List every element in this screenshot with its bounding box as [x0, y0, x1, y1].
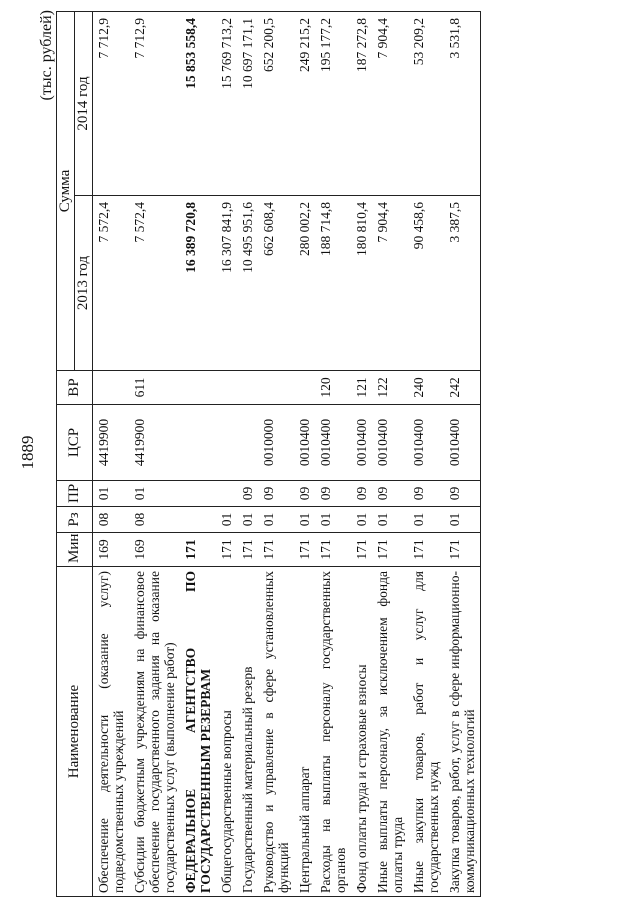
cell-pr: 09 [351, 481, 372, 507]
col-header-min: Мин [57, 533, 93, 567]
cell-rz: 01 [372, 507, 408, 533]
table-row [372, 11, 408, 896]
cell-vr: 122 [372, 371, 408, 405]
cell-min: 169 [93, 533, 130, 567]
cell-2013: 7 904,4 [372, 196, 408, 371]
unit-note: (тыс. рублей) [38, 10, 55, 101]
cell-rz: 01 [294, 507, 315, 533]
cell-2014: 7 712,9 [129, 11, 180, 195]
cell-2014: 53 209,2 [408, 11, 444, 195]
cell-name: Государственный материальный резерв [237, 567, 258, 897]
cell-pr: 09 [315, 481, 351, 507]
cell-2014: 7 904,4 [372, 11, 408, 195]
cell-2013: 16 389 720,8 [180, 196, 216, 371]
cell-rz: 01 [237, 507, 258, 533]
cell-name: Расходы на выплаты персоналу государственных органов [315, 567, 351, 897]
cell-csr: 0010400 [315, 405, 351, 481]
cell-vr: 242 [444, 371, 481, 405]
table-row [444, 11, 481, 896]
cell-vr [237, 371, 258, 405]
cell-min: 171 [315, 533, 351, 567]
cell-name: Субсидии бюджетным учреждениям на финансовое обеспечение государственного задания на оказание государственных услуг (выполнение работ) [129, 567, 180, 897]
cell-min: 171 [351, 533, 372, 567]
cell-pr [216, 481, 237, 507]
cell-name: Общегосударственные вопросы [216, 567, 237, 897]
cell-min: 171 [216, 533, 237, 567]
cell-pr [180, 481, 216, 507]
cell-vr [258, 371, 294, 405]
cell-vr [180, 371, 216, 405]
table-row [408, 11, 444, 896]
table-body [93, 11, 481, 896]
cell-rz: 08 [129, 507, 180, 533]
cell-name: Обеспечение деятельности (оказание услуг) подведомственных учреждений [93, 567, 130, 897]
col-header-csr: ЦСР [57, 405, 93, 481]
cell-name: Иные закупки товаров, работ и услуг для государственных нужд [408, 567, 444, 897]
cell-2014: 15 769 713,2 [216, 11, 237, 195]
col-header-2013: 2013 год [75, 196, 93, 371]
cell-pr: 09 [237, 481, 258, 507]
cell-min: 171 [444, 533, 481, 567]
table-row [180, 11, 216, 896]
cell-vr [93, 371, 130, 405]
cell-pr: 09 [258, 481, 294, 507]
cell-pr: 01 [93, 481, 130, 507]
cell-2014: 187 272,8 [351, 11, 372, 195]
header-row [57, 11, 75, 896]
cell-2013: 90 458,6 [408, 196, 444, 371]
cell-csr: 4419900 [93, 405, 130, 481]
cell-csr: 0010400 [294, 405, 315, 481]
cell-2013: 280 002,2 [294, 196, 315, 371]
cell-2014: 195 177,2 [315, 11, 351, 195]
cell-rz: 01 [315, 507, 351, 533]
cell-2014: 3 531,8 [444, 11, 481, 195]
col-header-rz: Рз [57, 507, 93, 533]
cell-rz: 01 [216, 507, 237, 533]
col-header-vr: ВР [57, 371, 93, 405]
cell-min: 171 [408, 533, 444, 567]
table-row [294, 11, 315, 896]
cell-csr: 0010400 [372, 405, 408, 481]
table-row [93, 11, 130, 896]
cell-2013: 7 572,4 [93, 196, 130, 371]
cell-csr: 0010400 [351, 405, 372, 481]
cell-csr [216, 405, 237, 481]
cell-2013: 188 714,8 [315, 196, 351, 371]
cell-vr: 120 [315, 371, 351, 405]
cell-rz: 01 [351, 507, 372, 533]
cell-rz: 01 [408, 507, 444, 533]
table-row [216, 11, 237, 896]
cell-min: 169 [129, 533, 180, 567]
cell-csr [237, 405, 258, 481]
cell-2014: 652 200,5 [258, 11, 294, 195]
table-row [351, 11, 372, 896]
cell-rz: 08 [93, 507, 130, 533]
cell-2013: 180 810,4 [351, 196, 372, 371]
page-number: 1889 [18, 435, 37, 470]
cell-2013: 7 572,4 [129, 196, 180, 371]
cell-name: Иные выплаты персоналу, за исключением фонда оплаты труда [372, 567, 408, 897]
cell-rz [180, 507, 216, 533]
cell-csr: 4419900 [129, 405, 180, 481]
cell-vr: 240 [408, 371, 444, 405]
cell-vr: 121 [351, 371, 372, 405]
col-header-sum: Сумма [57, 11, 75, 370]
cell-csr: 0010400 [408, 405, 444, 481]
cell-pr: 09 [294, 481, 315, 507]
cell-pr: 09 [408, 481, 444, 507]
cell-name: ФЕДЕРАЛЬНОЕ АГЕНТСТВО ПО ГОСУДАРСТВЕННЫМ РЕЗЕРВАМ [180, 567, 216, 897]
col-header-name: Наименование [57, 567, 93, 897]
cell-2014: 10 697 171,1 [237, 11, 258, 195]
table-row [315, 11, 351, 896]
cell-pr: 01 [129, 481, 180, 507]
cell-vr: 611 [129, 371, 180, 405]
budget-table [56, 11, 481, 897]
cell-pr: 09 [372, 481, 408, 507]
cell-vr [216, 371, 237, 405]
cell-csr [180, 405, 216, 481]
cell-2014: 249 215,2 [294, 11, 315, 195]
cell-pr: 09 [444, 481, 481, 507]
cell-2014: 7 712,9 [93, 11, 130, 195]
table-row [237, 11, 258, 896]
cell-min: 171 [258, 533, 294, 567]
cell-2013: 16 307 841,9 [216, 196, 237, 371]
cell-name: Закупка товаров, работ, услуг в сфере информационно-коммуникационных технологий [444, 567, 481, 897]
cell-2013: 662 608,4 [258, 196, 294, 371]
cell-name: Фонд оплаты труда и страховые взносы [351, 567, 372, 897]
table-row [258, 11, 294, 896]
cell-2013: 10 495 951,6 [237, 196, 258, 371]
cell-min: 171 [372, 533, 408, 567]
cell-csr: 0010400 [444, 405, 481, 481]
col-header-pr: ПР [57, 481, 93, 507]
cell-min: 171 [237, 533, 258, 567]
cell-2014: 15 853 558,4 [180, 11, 216, 195]
cell-csr: 0010000 [258, 405, 294, 481]
cell-min: 171 [180, 533, 216, 567]
cell-2013: 3 387,5 [444, 196, 481, 371]
cell-rz: 01 [258, 507, 294, 533]
cell-name: Центральный аппарат [294, 567, 315, 897]
cell-vr [294, 371, 315, 405]
cell-min: 171 [294, 533, 315, 567]
cell-name: Руководство и управление в сфере установленных функций [258, 567, 294, 897]
table-row [129, 11, 180, 896]
col-header-2014: 2014 год [75, 11, 93, 195]
cell-rz: 01 [444, 507, 481, 533]
